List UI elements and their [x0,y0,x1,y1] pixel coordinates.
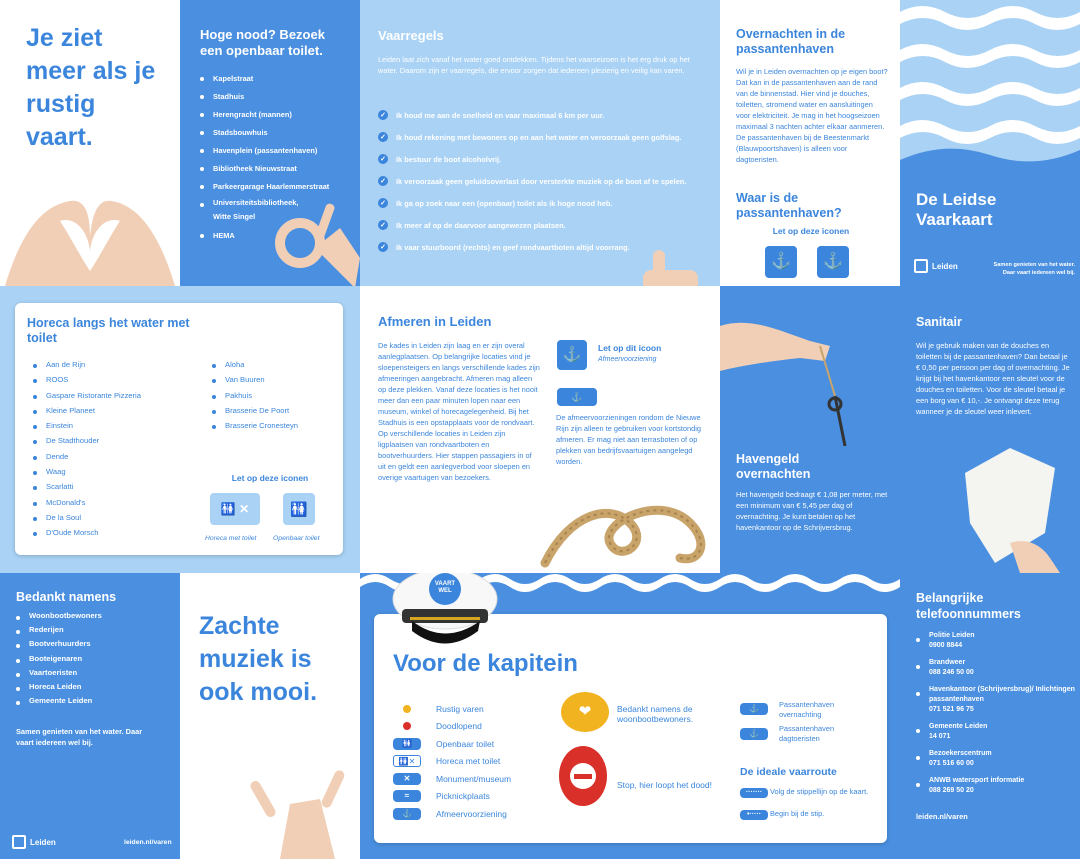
legend [393,700,511,823]
stop-bubble-text: Stop, hier loopt het dood! [617,780,712,790]
check-icon: ✓ [378,132,388,142]
list-item: Woonbootbewoners [16,609,171,623]
vaarregels-intro: Leiden laat zich vanaf het water goed ontdekken. Tijdens het vaarseizoen is het erg druk op het water. Daarom zijn er vaarregels, die ervoor zorgen dat iedereen plezierig en veilig kan varen. [378,55,690,75]
check-icon: ✓ [378,176,388,186]
legend-item: ✕ Monument/museum [393,770,511,788]
panel-horeca [0,286,360,573]
list-item: Havenplein (passantenhaven) [200,142,350,160]
leiden-logo: Leiden [12,835,56,849]
panel-overnachten [720,0,900,286]
sanitair-title: Sanitair [916,315,962,329]
afmeren-icon-subtitle: Afmeervoorziening [598,356,657,363]
list-item: Van Buuren [212,372,337,387]
list-item: Gemeente Leiden [16,694,171,708]
legend-item: 🚻✕ Horeca met toilet [393,753,511,771]
panel-afmeren [360,286,720,573]
public-toilet-icon: 🚻 [283,493,315,525]
overnachten-body: Wil je in Leiden overnachten op je eigen boot? Dat kan in de passantenhaven aan de rand van de binnenstad. Hier vind je douches, toiletten, stromend water en aansluitingen voor elektriciteit. Je mag in het hoogseizoen maximaal 3 nachten achter elkaar aanmeren. De passantenhaven bij de Beestenmarkt (Blauwpoortshaven) is alleen voor dagtoeristen. [736,67,888,164]
legend-item: Doodlopend [393,718,511,736]
ok-hand-illustration [270,198,360,286]
rules-list [378,104,708,258]
panel-kapitein [360,573,900,859]
bedankt-bubble-text: Bedankt namens de woonbootbewoners. [617,704,694,724]
shaka-hand-illustration [250,759,360,859]
list-item: ANWB watersport informatie 088 269 50 20 [916,776,1076,796]
passantenhaven-day-icon: ⚓ [740,728,768,740]
bedankt-title: Bedankt namens [16,590,117,604]
stop-bubble-icon [559,746,607,806]
rope-illustration [540,463,720,573]
afmeren-title: Afmeren in Leiden [378,314,492,329]
list-item: Herengracht (mannen) [200,106,350,124]
anchor-icon: ⚓ [393,808,421,820]
start-route-icon: •····· [740,810,768,820]
list-item: Brandweer 088 246 50 00 [916,658,1076,678]
bedankt-tagline: Samen genieten van het water. Daar vaart iedereen wel bij. [16,727,143,747]
list-item: Stadhuis [200,88,350,106]
route2-text: Begin bij de stip. [770,809,825,818]
horeca-toilet-icon: 🚻 ✕ [210,493,260,525]
rule-item: ✓ Ik vaar stuurboord (rechts) en geef rondvaartboten altijd voorrang. [378,236,708,258]
horeca-toilet-icon: 🚻✕ [393,755,421,767]
intro-headline: Je ziet meer als je rustig vaart. [26,24,156,151]
list-item: Booteigenaren [16,652,171,666]
passantenhaven-overnight-icon: ⚓ [765,246,797,278]
dotted-route-icon: ······· [740,788,768,798]
list-item: De la Soul [33,510,193,525]
check-icon: ✓ [378,110,388,120]
towel-hand-illustration [950,443,1070,573]
passantenhaven-day-icon: ⚓ [817,246,849,278]
rule-item: ✓ Ik ga op zoek naar een (openbaar) toilet als ik hoge nood heb. [378,192,708,214]
website-url: leiden.nl/varen [124,839,172,846]
list-item: Rederijen [16,623,171,637]
rule-item: ✓ Ik veroorzaak geen geluidsoverlast door versterkte muziek op de boot af te spelen. [378,170,708,192]
list-item: De Stadthouder [33,433,193,448]
list-item: Gemeente Leiden 14 071 [916,722,1076,742]
cap-badge-text: VAART WEL [434,581,456,594]
horeca-icons-label: Let op deze iconen [231,473,309,483]
check-icon: ✓ [378,198,388,208]
check-icon: ✓ [378,154,388,164]
horeca-card [15,303,343,555]
afmeren-note: De afmeervoorzieningen rondom de Nieuwe Rijn zijn alleen te gebruiken voor kortstondig afmeren. Er mag niet aan terrasboten of op plekken van bedrijfsvaartuigen aangelegd worden. [556,413,702,466]
haven2-text: Passantenhaven dagtoeristen [779,724,835,743]
passantenhaven-overnight-icon: ⚓ [740,703,768,715]
route-title: De ideale vaarroute [740,766,837,778]
list-item: Scarlatti [33,479,193,494]
list-item: Stadsbouwhuis [200,124,350,142]
cover-tagline: Samen genieten van het water. Daar vaart iedereen wel bij. [993,262,1075,276]
heart-hands-bubble-icon: ❤ [561,692,609,732]
list-item: Aloha [212,357,337,372]
rule-item: ✓ Ik houd me aan de snelheid en vaar maximaal 6 km per uur. [378,104,708,126]
list-item: Bootverhuurders [16,637,171,651]
panel-vaarregels [360,0,720,286]
telefoon-title: Belangrijke telefoonnummers [916,591,1021,621]
panel-telefoon [900,573,1080,859]
rule-item: ✓ Ik bestuur de boot alcoholvrij. [378,148,708,170]
waves-graphic [900,0,1080,175]
list-item: Parkeergarage Haarlemmerstraat [200,178,350,196]
icons-label: Let op deze iconen [772,226,850,236]
key-hand-illustration [720,286,900,446]
public-toilet-label: Openbaar toilet [273,535,320,542]
list-item: Pakhuis [212,388,337,403]
list-item: Kapelstraat [200,70,350,88]
dot-yellow-icon [393,705,421,713]
muziek-headline: Zachte muziek is ook mooi. [199,612,318,706]
list-item: Bibliotheek Nieuwstraat [200,160,350,178]
list-item: Gaspare Ristorante Pizzeria [33,388,193,403]
toilets-title: Hoge nood? Bezoek een openbaar toilet. [200,27,325,58]
list-item: Universiteitsbibliotheek, Witte Singel [200,196,310,224]
haven1-text: Passantenhaven overnachting [779,700,835,719]
horeca-list-2 [212,357,337,433]
mooring-icon: ⚓ [557,388,597,406]
anchor-icon: ⚓ [557,340,587,370]
havengeld-body: Het havengeld bedraagt € 1,08 per meter, met een minimum van € 5,45 per dag of overnachting. Je kunt betalen op het havenkantoor op de Schrijversbrug. [736,490,888,532]
panel-sanitair [900,286,1080,573]
list-item: Vaartoeristen [16,666,171,680]
thumbs-up-illustration [638,250,718,286]
list-item: Kleine Planeet [33,403,193,418]
check-icon: ✓ [378,242,388,252]
legend-item: ≈ Picknickplaats [393,788,511,806]
rule-item: ✓ Ik houd rekening met bewoners op en aan het water en veroorzaak geen golfslag. [378,126,708,148]
monument-icon: ✕ [393,773,421,785]
list-item: Waag [33,464,193,479]
dot-red-icon [393,722,421,730]
route1-text: Volg de stippellijn op de kaart. [770,787,869,796]
website-url: leiden.nl/varen [916,812,968,821]
leiden-logo-icon [914,259,928,273]
havengeld-title: Havengeld overnachten [736,452,811,481]
kapitein-title: Voor de kapitein [393,650,578,677]
horeca-title: Horeca langs het water met toilet [27,316,190,345]
legend-item: ⚓ Afmeervoorziening [393,805,511,823]
list-item: Bezoekerscentrum 071 516 60 00 [916,749,1076,769]
bedankt-list [16,609,171,708]
leiden-logo: Leiden [914,259,958,273]
list-item: Brasserie De Poort [212,403,337,418]
toilet-icon: 🚻 [393,738,421,750]
panel-cover [900,0,1080,286]
panel-muziek [180,573,360,859]
list-item: Brasserie Cronesteyn [212,418,337,433]
panel-toilets [180,0,360,286]
list-item: Aan de Rijn [33,357,193,372]
check-icon: ✓ [378,220,388,230]
list-item: Politie Leiden 0900 8844 [916,631,1076,651]
telefoon-list [916,631,1076,803]
panel-intro [0,0,180,286]
picnic-icon: ≈ [393,790,421,802]
horeca-toilet-label: Horeca met toilet [205,535,257,542]
panel-bedankt [0,573,180,859]
legend-item: Rustig varen [393,700,511,718]
horeca-list-1 [33,357,193,541]
rule-item: ✓ Ik meer af op de daarvoor aangewezen plaatsen. [378,214,708,236]
list-item: Einstein [33,418,193,433]
list-item: Dende [33,449,193,464]
afmeren-body: De kades in Leiden zijn laag en er zijn overal aanlegplaatsen. Op belangrijke locaties vind je sloepensteigers en langs verschillende kades zijn afmeeringen aangebracht. Afmeren mag alleen op deze plekken. Vanaf deze locaties is het nooit meer dan een paar minuten lopen naar een museum, winkel of horecagelegenheid. Bij het Stadhuis is een opstapplaats voor de rondvaart. Op verschillende locaties in Leiden zijn ligplaatsen van rondvaartboten en bootverhuurders. Hier stappen passagiers in of uit en geldt een aanlegverbod voor sloepen en overige vaartuigen van bezoekers. [378,341,540,482]
legend-item: 🚻 Openbaar toilet [393,735,511,753]
sanitair-body: Wil je gebruik maken van de douches en toiletten bij de passantenhaven? Dan betaal je € 0,50 per persoon per dag of overnachting. Je krijgt bij het havenkantoor een sleutel voor de douches en toiletten. Voor de sleutel betaal je een borg van € 10,-. Je ontvangt deze terug wanneer je de sleutel weer inlevert. [916,341,1070,416]
list-item: McDonald's [33,495,193,510]
heart-hands-illustration [0,176,180,286]
list-item: HEMA [200,227,350,245]
leiden-logo-icon [12,835,26,849]
afmeren-icon-title: Let op dit icoon [598,343,662,353]
overnachten-title: Overnachten in de passantenhaven [736,27,846,56]
passantenhaven-title: Waar is de passantenhaven? [736,191,842,220]
vaarregels-title: Vaarregels [378,28,444,43]
list-item: D'Oude Morsch [33,525,193,540]
list-item: ROOS [33,372,193,387]
panel-havengeld [720,286,900,573]
cover-title: De Leidse Vaarkaart [916,190,997,229]
list-item: Havenkantoor (Schrijversbrug)/ Inlichtingen passantenhaven 071 521 96 75 [916,685,1076,715]
list-item: Horeca Leiden [16,680,171,694]
